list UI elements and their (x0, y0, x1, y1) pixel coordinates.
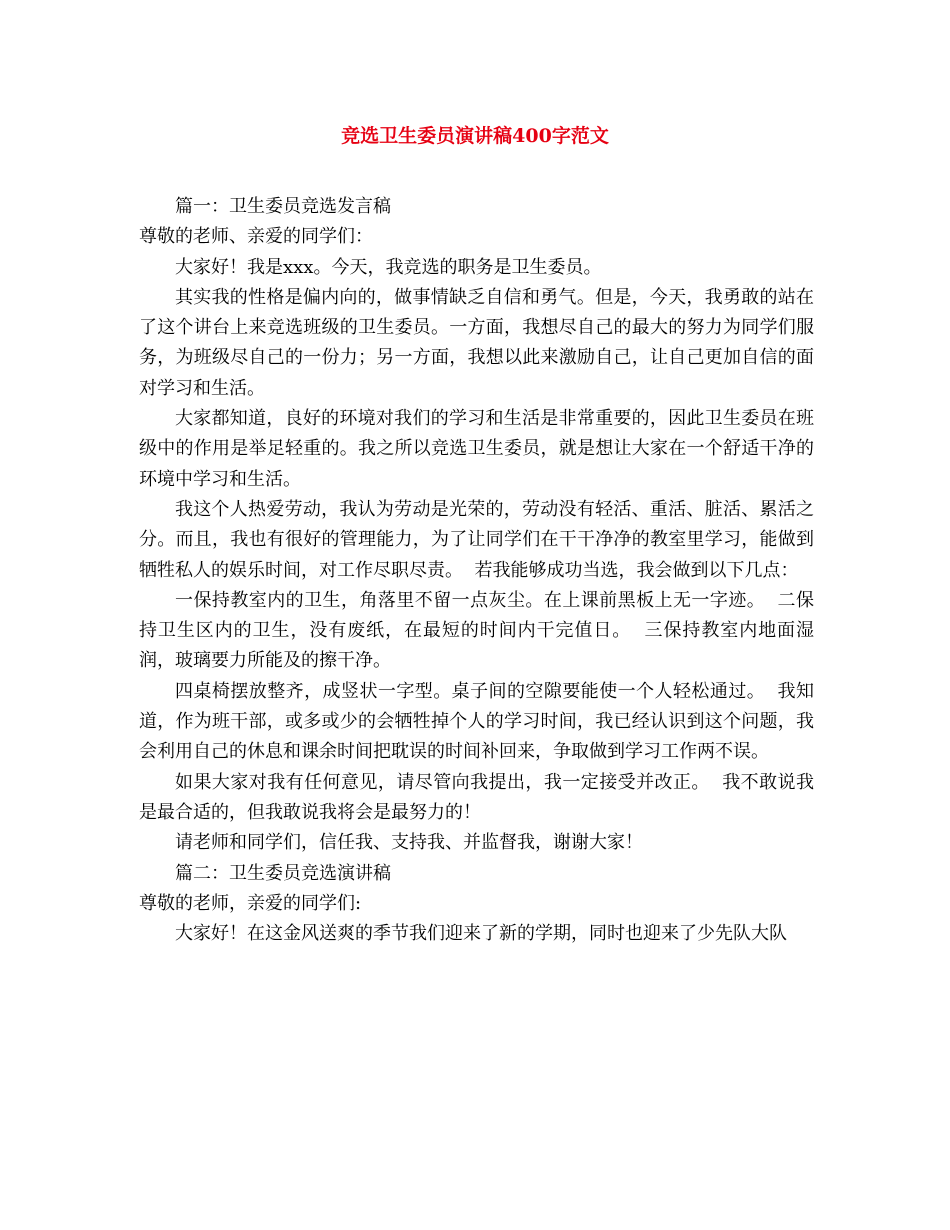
section-heading-2: 篇二：卫生委员竞选演讲稿 (175, 862, 391, 884)
paragraph: 我这个人热爱劳动，我认为劳动是光荣的，劳动没有轻活、重活、脏活、累活之分。而且，我也有很好的管理能力，为了让同学们在干干净净的教室里学习，能做到牺牲私人的娱乐时间，对工作尽职尽责。 若我能够成功当选，我会做到以下几点： (139, 498, 814, 581)
paragraph: 其实我的性格是偏内向的，做事情缺乏自信和勇气。但是，今天，我勇敢的站在了这个讲台上来竞选班级的卫生委员。一方面，我想尽自己的最大的努力为同学们服务，为班级尽自己的一份力；另一方面，我想以此来激励自己，让自己更加自信的面对学习和生活。 (139, 286, 814, 399)
paragraph: 如果大家对我有任何意见，请尽管向我提出，我一定接受并改正。 我不敢说我是最合适的，但我敢说我将会是最努力的！ (139, 771, 814, 823)
salutation-1: 尊敬的老师、亲爱的同学们： (139, 226, 373, 248)
paragraph: 大家都知道，良好的环境对我们的学习和生活是非常重要的，因此卫生委员在班级中的作用是举足轻重的。我之所以竞选卫生委员，就是想让大家在一个舒适干净的环境中学习和生活。 (139, 408, 814, 490)
paragraph: 大家好！我是xxx。今天，我竞选的职务是卫生委员。 (175, 256, 602, 278)
document-title: 竞选卫生委员演讲稿400字范文 (341, 125, 609, 147)
section-heading-1: 篇一：卫生委员竞选发言稿 (175, 196, 391, 217)
paragraph: 大家好！在这金风送爽的季节我们迎来了新的学期，同时也迎来了少先队大队 (175, 923, 787, 945)
paragraph: 一保持教室内的卫生，角落里不留一点灰尘。在上课前黑板上无一字迹。 二保持卫生区内的卫生，没有废纸，在最短的时间内干完值日。 三保持教室内地面湿润，玻璃要力所能及的擦干净。 (139, 589, 814, 672)
paragraph: 请老师和同学们，信任我、支持我、并监督我，谢谢大家！ (175, 832, 643, 854)
document-body (139, 192, 814, 949)
paragraph: 四桌椅摆放整齐，成竖状一字型。桌子间的空隙要能使一个人轻松通过。 我知道，作为班干部，或多或少的会牺牲掉个人的学习时间，我已经认识到这个问题，我会利用自己的休息和课余时间把耽误的时间补回来，争取做到学习工作两不误。 (139, 680, 814, 763)
salutation-2: 尊敬的老师，亲爱的同学们: (139, 892, 362, 914)
